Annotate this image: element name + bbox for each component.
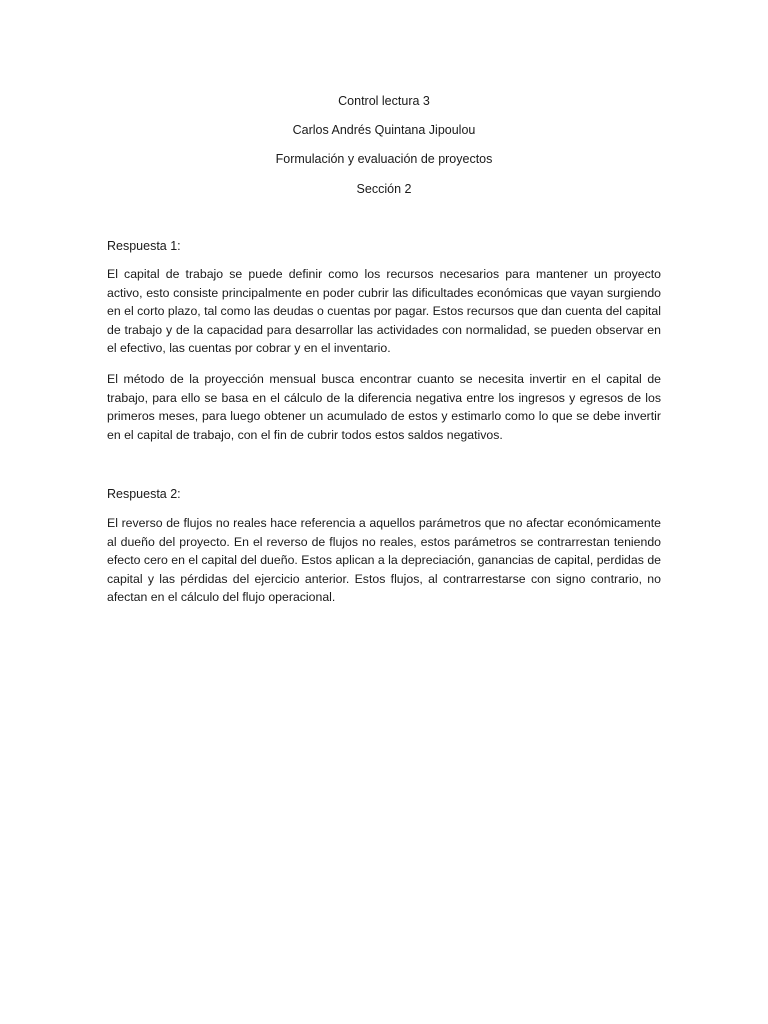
answer-2-paragraph-1: El reverso de flujos no reales hace referencia a aquellos parámetros que no afectar económicamente al dueño del proyecto. En el reverso de flujos no reales, estos parámetros se contrarrestan teniendo efecto cero en el capital del dueño. Estos aplican a la depreciación, ganancias de capital, perdidas de capital y las pérdidas del ejercicio anterior. Estos flujos, al contrarrestarse con signo contrario, no afectan en el cálculo del flujo operacional. — [107, 516, 661, 605]
answer-2-heading: Respuesta 2: — [107, 487, 181, 501]
author-name: Carlos Andrés Quintana Jipoulou — [292, 123, 476, 138]
answer-1-heading: Respuesta 1: — [107, 239, 181, 253]
document-header — [0, 92, 768, 209]
answer-1-paragraph-1: El capital de trabajo se puede definir como los recursos necesarios para mantener un proyecto activo, esto consiste principalmente en poder cubrir las dificultades económicas que vayan surgiendo en el corto plazo, tal como las deudas o cuentas por pagar. Estos recursos que dan cuenta del capital de trabajo y de la capacidad para desarrollar las actividades con normalidad, se pueden observar en el efectivo, las cuentas por cobrar y en el inventario. — [107, 267, 661, 356]
course-name: Formulación y evaluación de proyectos — [275, 152, 493, 167]
document-title: Control lectura 3 — [338, 94, 430, 108]
answer-1-paragraph-2: El método de la proyección mensual busca encontrar cuanto se necesita invertir en el capital de trabajo, para ello se basa en el cálculo de la diferencia negativa entre los ingresos y egresos de los primeros meses, para luego obtener un acumulado de estos y estimarlo como lo que se debe invertir en el capital de trabajo, con el fin de cubrir todos estos saldos negativos. — [107, 372, 661, 442]
section-label: Sección 2 — [356, 181, 412, 196]
